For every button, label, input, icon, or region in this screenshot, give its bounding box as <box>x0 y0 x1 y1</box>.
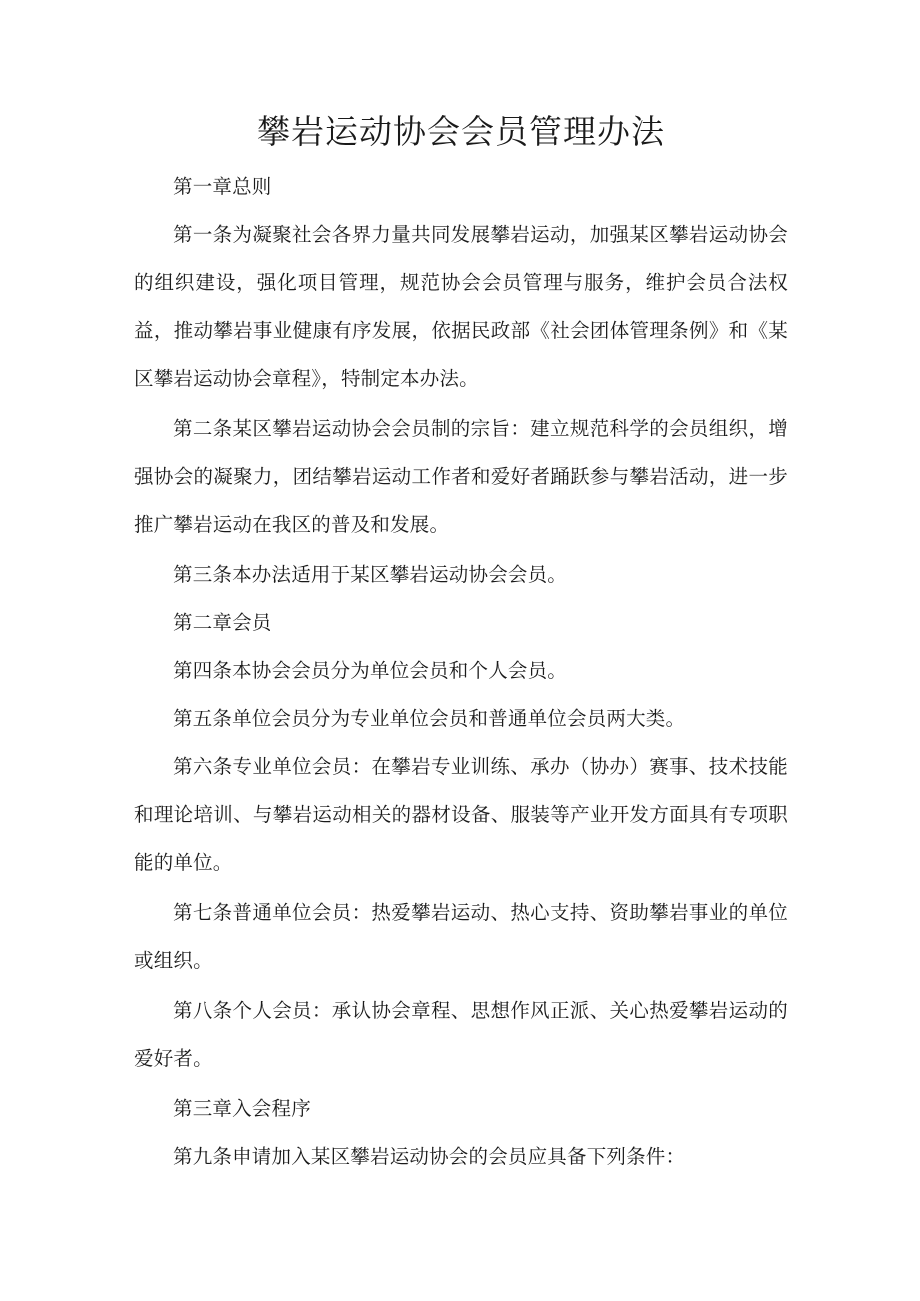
article-5: 第五条单位会员分为专业单位会员和普通单位会员两大类。 <box>173 707 686 730</box>
document-title: 攀岩运动协会会员管理办法 <box>257 112 665 151</box>
article-1: 第一条为凝聚社会各界力量共同发展攀岩运动，加强某区攀岩运动协会的组织建设，强化项目管理，规范协会会员管理与服务，维护会员合法权益，推动攀岩事业健康有序发展，依据民政部《社会团体管理条例》和《某区攀岩运动协会章程》，特制定本办法。 <box>134 223 788 390</box>
article-4: 第四条本协会会员分为单位会员和个人会员。 <box>173 659 568 682</box>
article-6: 第六条专业单位会员：在攀岩专业训练、承办（协办）赛事、技术技能和理论培训、与攀岩运动相关的器材设备、服装等产业开发方面具有专项职能的单位。 <box>134 755 788 874</box>
article-2: 第二条某区攀岩运动协会会员制的宗旨：建立规范科学的会员组织，增强协会的凝聚力，团结攀岩运动工作者和爱好者踊跃参与攀岩活动，进一步推广攀岩运动在我区的普及和发展。 <box>134 417 788 536</box>
chapter-heading-1: 第一章总则 <box>173 175 272 198</box>
article-7: 第七条普通单位会员：热爱攀岩运动、热心支持、资助攀岩事业的单位或组织。 <box>134 901 788 972</box>
article-3: 第三条本办法适用于某区攀岩运动协会会员。 <box>173 563 568 586</box>
chapter-heading-3: 第三章入会程序 <box>173 1097 311 1120</box>
article-9: 第九条申请加入某区攀岩运动协会的会员应具备下列条件： <box>173 1145 686 1168</box>
article-8: 第八条个人会员：承认协会章程、思想作风正派、关心热爱攀岩运动的爱好者。 <box>134 999 788 1070</box>
chapter-heading-2: 第二章会员 <box>173 611 272 634</box>
